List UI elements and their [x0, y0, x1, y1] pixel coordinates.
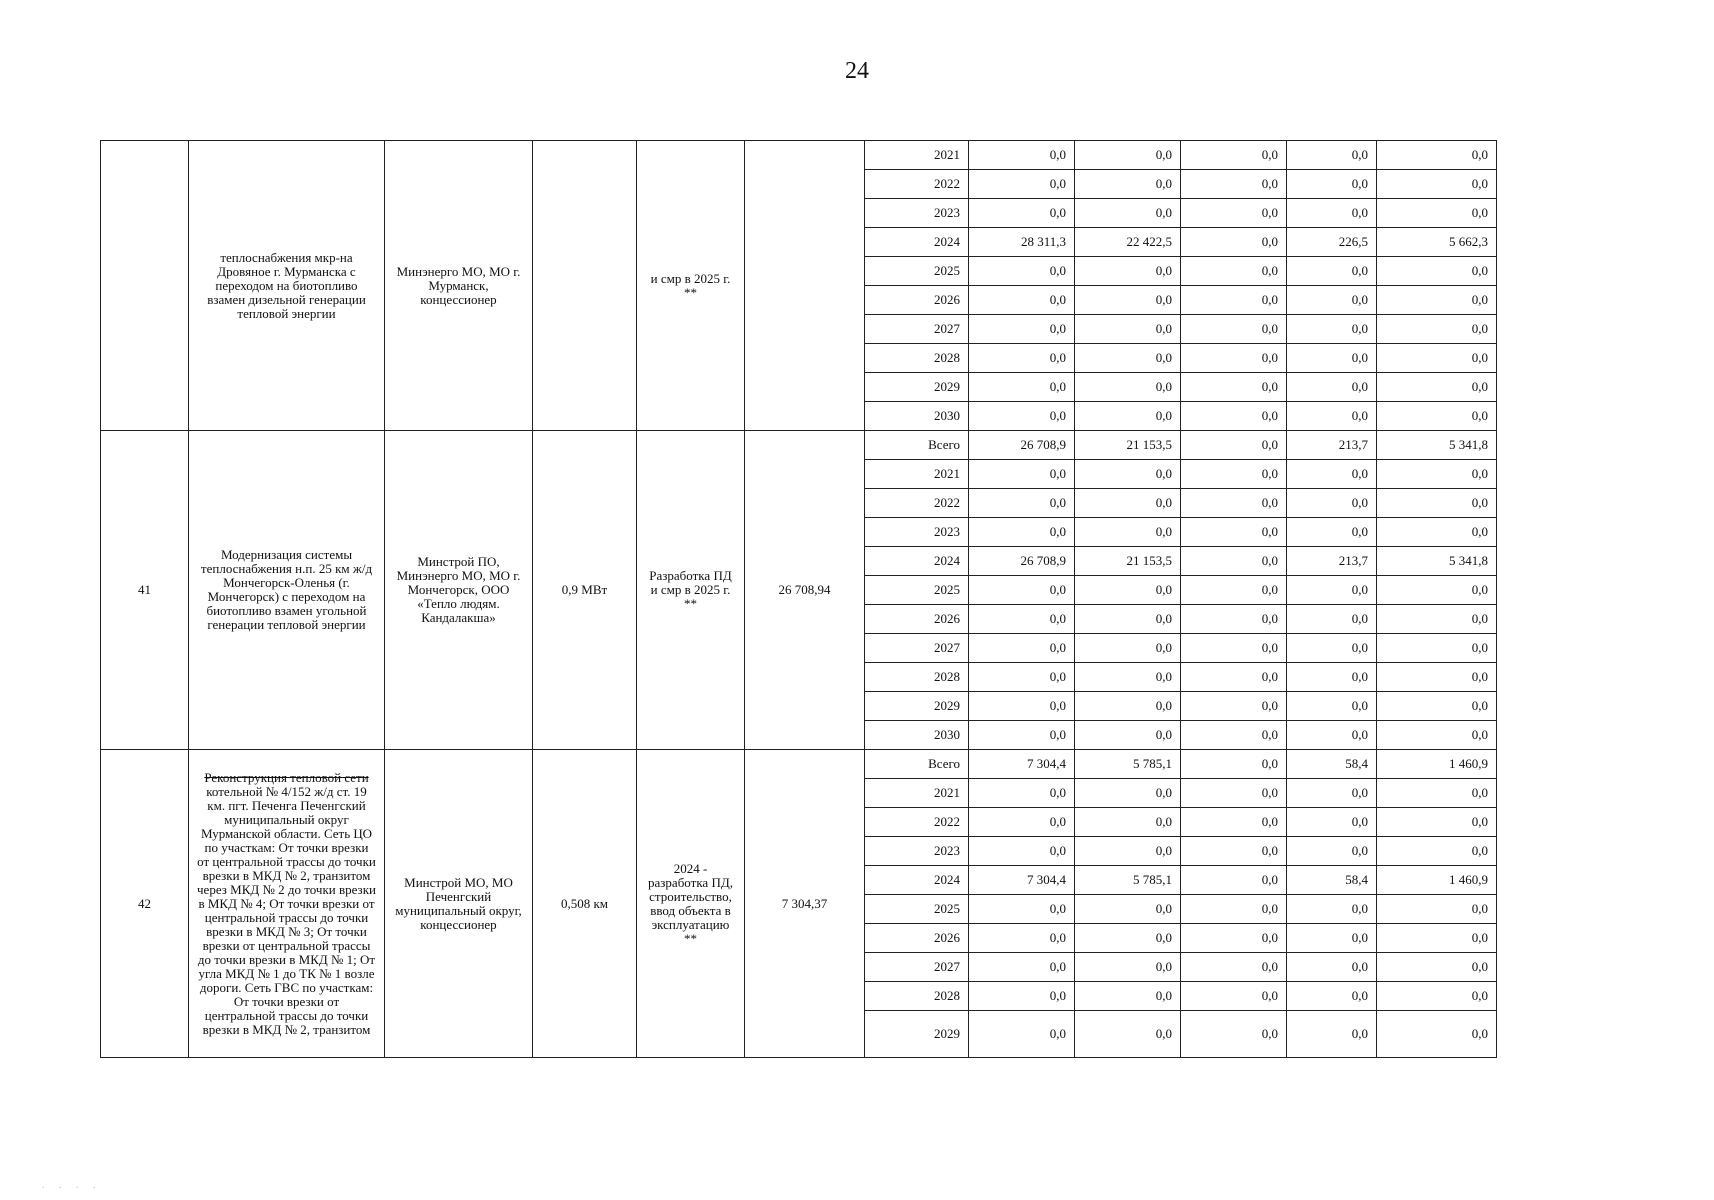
value-cell: 0,0 — [1377, 257, 1497, 286]
program-table — [100, 140, 1497, 1058]
value-cell: 0,0 — [969, 982, 1075, 1011]
value-cell: 0,0 — [1287, 344, 1377, 373]
value-cell: 0,0 — [1075, 895, 1181, 924]
value-cell: 0,0 — [1287, 518, 1377, 547]
year-cell: 2023 — [865, 199, 969, 228]
value-cell: 0,0 — [1377, 634, 1497, 663]
value-cell: 0,0 — [1287, 692, 1377, 721]
value-cell: 0,0 — [1377, 199, 1497, 228]
executor: Минэнерго МО, МО г. Мурманск, концессионер — [385, 141, 533, 431]
value-cell: 0,0 — [1287, 721, 1377, 750]
executor: Минстрой МО, МО Печенгский муниципальный округ, концессионер — [385, 750, 533, 1058]
year-cell: 2023 — [865, 518, 969, 547]
value-cell: 0,0 — [969, 315, 1075, 344]
value-cell: 0,0 — [1075, 924, 1181, 953]
value-cell: 0,0 — [1181, 576, 1287, 605]
value-cell: 0,0 — [1181, 228, 1287, 257]
value-cell: 5 662,3 — [1377, 228, 1497, 257]
row-number: 42 — [101, 750, 189, 1058]
value-cell: 0,0 — [969, 808, 1075, 837]
value-cell: 0,0 — [1181, 808, 1287, 837]
value-cell: 0,0 — [1287, 895, 1377, 924]
value-cell: 21 153,5 — [1075, 547, 1181, 576]
value-cell: 0,0 — [1377, 286, 1497, 315]
value-cell: 0,0 — [1377, 808, 1497, 837]
value-cell: 0,0 — [1181, 373, 1287, 402]
value-cell: 5 785,1 — [1075, 866, 1181, 895]
year-cell: Всего — [865, 750, 969, 779]
value-cell: 0,0 — [1075, 692, 1181, 721]
stage: Разработка ПД и смр в 2025 г. ** — [637, 431, 745, 750]
value-cell: 0,0 — [1181, 402, 1287, 431]
value-cell: 0,0 — [969, 692, 1075, 721]
value-cell: 28 311,3 — [969, 228, 1075, 257]
value-cell: 0,0 — [1075, 518, 1181, 547]
year-cell: 2022 — [865, 489, 969, 518]
event-name — [189, 141, 385, 431]
value-cell: 0,0 — [1075, 257, 1181, 286]
stage: 2024 - разработка ПД, строительство, ввод объекта в эксплуатацию ** — [637, 750, 745, 1058]
event-name — [189, 431, 385, 750]
value-cell: 0,0 — [1181, 982, 1287, 1011]
year-cell: 2021 — [865, 779, 969, 808]
year-cell: 2025 — [865, 895, 969, 924]
value-cell: 0,0 — [1377, 605, 1497, 634]
value-cell: 0,0 — [1377, 982, 1497, 1011]
value-cell: 0,0 — [1075, 489, 1181, 518]
year-cell: 2029 — [865, 1011, 969, 1058]
value-cell: 0,0 — [1181, 431, 1287, 460]
value-cell: 0,0 — [969, 141, 1075, 170]
year-cell: 2026 — [865, 924, 969, 953]
value-cell: 0,0 — [1287, 982, 1377, 1011]
value-cell: 0,0 — [1075, 402, 1181, 431]
value-cell: 213,7 — [1287, 431, 1377, 460]
value-cell: 0,0 — [1377, 460, 1497, 489]
value-cell: 0,0 — [969, 924, 1075, 953]
value-cell: 0,0 — [1377, 315, 1497, 344]
value-cell: 26 708,9 — [969, 431, 1075, 460]
year-cell: 2027 — [865, 315, 969, 344]
executor: Минстрой ПО, Минэнерго МО, МО г. Мончегорск, ООО «Тепло людям. Кандалакша» — [385, 431, 533, 750]
year-cell: Всего — [865, 431, 969, 460]
value-cell: 0,0 — [1181, 692, 1287, 721]
value-cell: 0,0 — [1377, 518, 1497, 547]
value-cell: 0,0 — [1287, 373, 1377, 402]
year-cell: 2029 — [865, 692, 969, 721]
value-cell: 0,0 — [969, 895, 1075, 924]
event-name — [189, 750, 385, 1058]
value-cell: 0,0 — [1075, 141, 1181, 170]
year-cell: 2028 — [865, 663, 969, 692]
stage: и смр в 2025 г. ** — [637, 141, 745, 431]
value-cell: 0,0 — [1181, 547, 1287, 576]
year-cell: 2027 — [865, 953, 969, 982]
year-cell: 2028 — [865, 982, 969, 1011]
value-cell: 0,0 — [1181, 489, 1287, 518]
value-cell: 7 304,4 — [969, 866, 1075, 895]
value-cell: 5 785,1 — [1075, 750, 1181, 779]
value-cell: 0,0 — [1377, 924, 1497, 953]
value-cell: 0,0 — [1377, 721, 1497, 750]
value-cell: 0,0 — [1075, 721, 1181, 750]
value-cell: 0,0 — [1287, 141, 1377, 170]
value-cell: 226,5 — [1287, 228, 1377, 257]
value-cell: 0,0 — [969, 663, 1075, 692]
value-cell: 1 460,9 — [1377, 866, 1497, 895]
year-cell: 2022 — [865, 808, 969, 837]
value-cell: 0,0 — [1287, 779, 1377, 808]
value-cell: 0,0 — [1181, 779, 1287, 808]
value-cell: 0,0 — [969, 344, 1075, 373]
value-cell: 0,0 — [1181, 344, 1287, 373]
table-row — [101, 141, 1497, 170]
value-cell: 0,0 — [1181, 837, 1287, 866]
value-cell: 0,0 — [1287, 808, 1377, 837]
value-cell: 5 341,8 — [1377, 431, 1497, 460]
value-cell: 0,0 — [1287, 460, 1377, 489]
value-cell: 0,0 — [1075, 808, 1181, 837]
table-body — [101, 141, 1497, 1058]
value-cell: 22 422,5 — [1075, 228, 1181, 257]
value-cell: 0,0 — [969, 605, 1075, 634]
value-cell: 0,0 — [1181, 663, 1287, 692]
value-cell: 0,0 — [1287, 489, 1377, 518]
value-cell: 0,0 — [969, 489, 1075, 518]
value-cell: 0,0 — [1181, 315, 1287, 344]
year-cell: 2024 — [865, 866, 969, 895]
year-cell: 2029 — [865, 373, 969, 402]
page-number: 24 — [845, 58, 869, 84]
value-cell: 0,0 — [1287, 315, 1377, 344]
value-cell: 0,0 — [1377, 489, 1497, 518]
value-cell: 0,0 — [969, 721, 1075, 750]
value-cell: 0,0 — [1181, 895, 1287, 924]
total-cost — [745, 141, 865, 431]
value-cell: 0,0 — [969, 460, 1075, 489]
value-cell: 0,0 — [1075, 315, 1181, 344]
value-cell: 0,0 — [1377, 373, 1497, 402]
value-cell: 0,0 — [969, 953, 1075, 982]
year-cell: 2027 — [865, 634, 969, 663]
value-cell: 0,0 — [1287, 199, 1377, 228]
value-cell: 0,0 — [1377, 895, 1497, 924]
value-cell: 0,0 — [1377, 663, 1497, 692]
value-cell: 0,0 — [1075, 170, 1181, 199]
value-cell: 0,0 — [1377, 576, 1497, 605]
year-cell: 2028 — [865, 344, 969, 373]
value-cell: 0,0 — [1181, 170, 1287, 199]
row-number — [101, 141, 189, 431]
value-cell: 0,0 — [969, 170, 1075, 199]
value-cell: 0,0 — [1287, 1011, 1377, 1058]
value-cell: 0,0 — [1287, 953, 1377, 982]
value-cell: 0,0 — [1377, 402, 1497, 431]
value-cell: 0,0 — [1377, 344, 1497, 373]
year-cell: 2025 — [865, 257, 969, 286]
value-cell: 0,0 — [1181, 199, 1287, 228]
value-cell: 0,0 — [1075, 634, 1181, 663]
value-cell: 0,0 — [1075, 286, 1181, 315]
table-row — [101, 431, 1497, 460]
value-cell: 0,0 — [969, 286, 1075, 315]
capacity: 0,9 МВт — [533, 431, 637, 750]
value-cell: 0,0 — [969, 518, 1075, 547]
value-cell: 1 460,9 — [1377, 750, 1497, 779]
value-cell: 0,0 — [1181, 518, 1287, 547]
value-cell: 0,0 — [1287, 170, 1377, 199]
value-cell: 0,0 — [969, 1011, 1075, 1058]
event-name-text: Модернизация системы теплоснабжения н.п. 25 км ж/д Мончегорск-Оленья (г. Мончегорск) с переходом на биотопливо взамен угольной генерации тепловой энергии — [200, 547, 373, 632]
value-cell: 0,0 — [1075, 953, 1181, 982]
value-cell: 0,0 — [1287, 837, 1377, 866]
year-cell: 2022 — [865, 170, 969, 199]
event-name-text: теплоснабжения мкр-на Дровяное г. Мурманска с переходом на биотопливо взамен дизельной генерации тепловой энергии — [207, 249, 366, 321]
value-cell: 0,0 — [969, 402, 1075, 431]
year-cell: 2024 — [865, 228, 969, 257]
year-cell: 2030 — [865, 721, 969, 750]
value-cell: 0,0 — [1181, 953, 1287, 982]
value-cell: 0,0 — [969, 837, 1075, 866]
value-cell: 58,4 — [1287, 750, 1377, 779]
year-cell: 2025 — [865, 576, 969, 605]
year-cell: 2023 — [865, 837, 969, 866]
value-cell: 0,0 — [1075, 576, 1181, 605]
value-cell: 0,0 — [969, 257, 1075, 286]
value-cell: 0,0 — [1181, 1011, 1287, 1058]
year-cell: 2026 — [865, 286, 969, 315]
value-cell: 7 304,4 — [969, 750, 1075, 779]
year-cell: 2021 — [865, 141, 969, 170]
value-cell: 0,0 — [969, 634, 1075, 663]
value-cell: 0,0 — [969, 576, 1075, 605]
value-cell: 0,0 — [1287, 286, 1377, 315]
event-name-struck: Реконструкция тепловой сети — [204, 769, 369, 785]
value-cell: 0,0 — [969, 779, 1075, 808]
value-cell: 0,0 — [1075, 837, 1181, 866]
value-cell: 0,0 — [1181, 286, 1287, 315]
value-cell: 0,0 — [1075, 199, 1181, 228]
value-cell: 0,0 — [1075, 982, 1181, 1011]
value-cell: 0,0 — [1181, 141, 1287, 170]
value-cell: 0,0 — [1181, 924, 1287, 953]
value-cell: 0,0 — [1377, 953, 1497, 982]
total-cost: 26 708,94 — [745, 431, 865, 750]
value-cell: 21 153,5 — [1075, 431, 1181, 460]
value-cell: 0,0 — [1287, 576, 1377, 605]
value-cell: 0,0 — [1075, 460, 1181, 489]
value-cell: 0,0 — [1287, 924, 1377, 953]
event-name-text: котельной № 4/152 ж/д ст. 19 км. пгт. Печенга Печенгский муниципальный округ Мурманской области. Сеть ЦО по участкам: От точки врезки от центральной трассы до точки врезки в МКД № 2, транзитом через МКД № 2 до точки врезки в МКД № 4; От точки врезки от центральной трассы до точки врезки в МКД № 3; От точки врезки от центральной трассы до точки врезки в МКД № 1; От угла МКД № 1 до ТК № 1 возле дороги. Сеть ГВС по участкам: От точки врезки от центральной трассы до точки врезки в МКД № 2, транзитом — [197, 783, 376, 1037]
value-cell: 0,0 — [1075, 1011, 1181, 1058]
table-row — [101, 750, 1497, 779]
value-cell: 0,0 — [1181, 750, 1287, 779]
value-cell: 0,0 — [1377, 1011, 1497, 1058]
value-cell: 58,4 — [1287, 866, 1377, 895]
total-cost: 7 304,37 — [745, 750, 865, 1058]
scan-artifact: . . . . — [42, 1180, 102, 1191]
value-cell: 0,0 — [1287, 402, 1377, 431]
value-cell: 0,0 — [1181, 257, 1287, 286]
value-cell: 0,0 — [1075, 663, 1181, 692]
year-cell: 2021 — [865, 460, 969, 489]
value-cell: 0,0 — [1181, 605, 1287, 634]
value-cell: 0,0 — [1181, 721, 1287, 750]
value-cell: 0,0 — [1377, 779, 1497, 808]
value-cell: 0,0 — [1075, 344, 1181, 373]
value-cell: 0,0 — [1287, 663, 1377, 692]
row-number: 41 — [101, 431, 189, 750]
value-cell: 0,0 — [969, 199, 1075, 228]
value-cell: 0,0 — [1181, 460, 1287, 489]
value-cell: 213,7 — [1287, 547, 1377, 576]
value-cell: 0,0 — [1287, 257, 1377, 286]
value-cell: 0,0 — [1377, 837, 1497, 866]
value-cell: 0,0 — [1287, 634, 1377, 663]
value-cell: 0,0 — [1181, 634, 1287, 663]
value-cell: 0,0 — [1075, 373, 1181, 402]
value-cell: 0,0 — [1181, 866, 1287, 895]
capacity: 0,508 км — [533, 750, 637, 1058]
value-cell: 0,0 — [1287, 605, 1377, 634]
value-cell: 5 341,8 — [1377, 547, 1497, 576]
year-cell: 2026 — [865, 605, 969, 634]
value-cell: 0,0 — [1075, 605, 1181, 634]
year-cell: 2024 — [865, 547, 969, 576]
value-cell: 0,0 — [1075, 779, 1181, 808]
capacity — [533, 141, 637, 431]
year-cell: 2030 — [865, 402, 969, 431]
value-cell: 0,0 — [969, 373, 1075, 402]
value-cell: 0,0 — [1377, 170, 1497, 199]
value-cell: 0,0 — [1377, 141, 1497, 170]
value-cell: 26 708,9 — [969, 547, 1075, 576]
value-cell: 0,0 — [1377, 692, 1497, 721]
